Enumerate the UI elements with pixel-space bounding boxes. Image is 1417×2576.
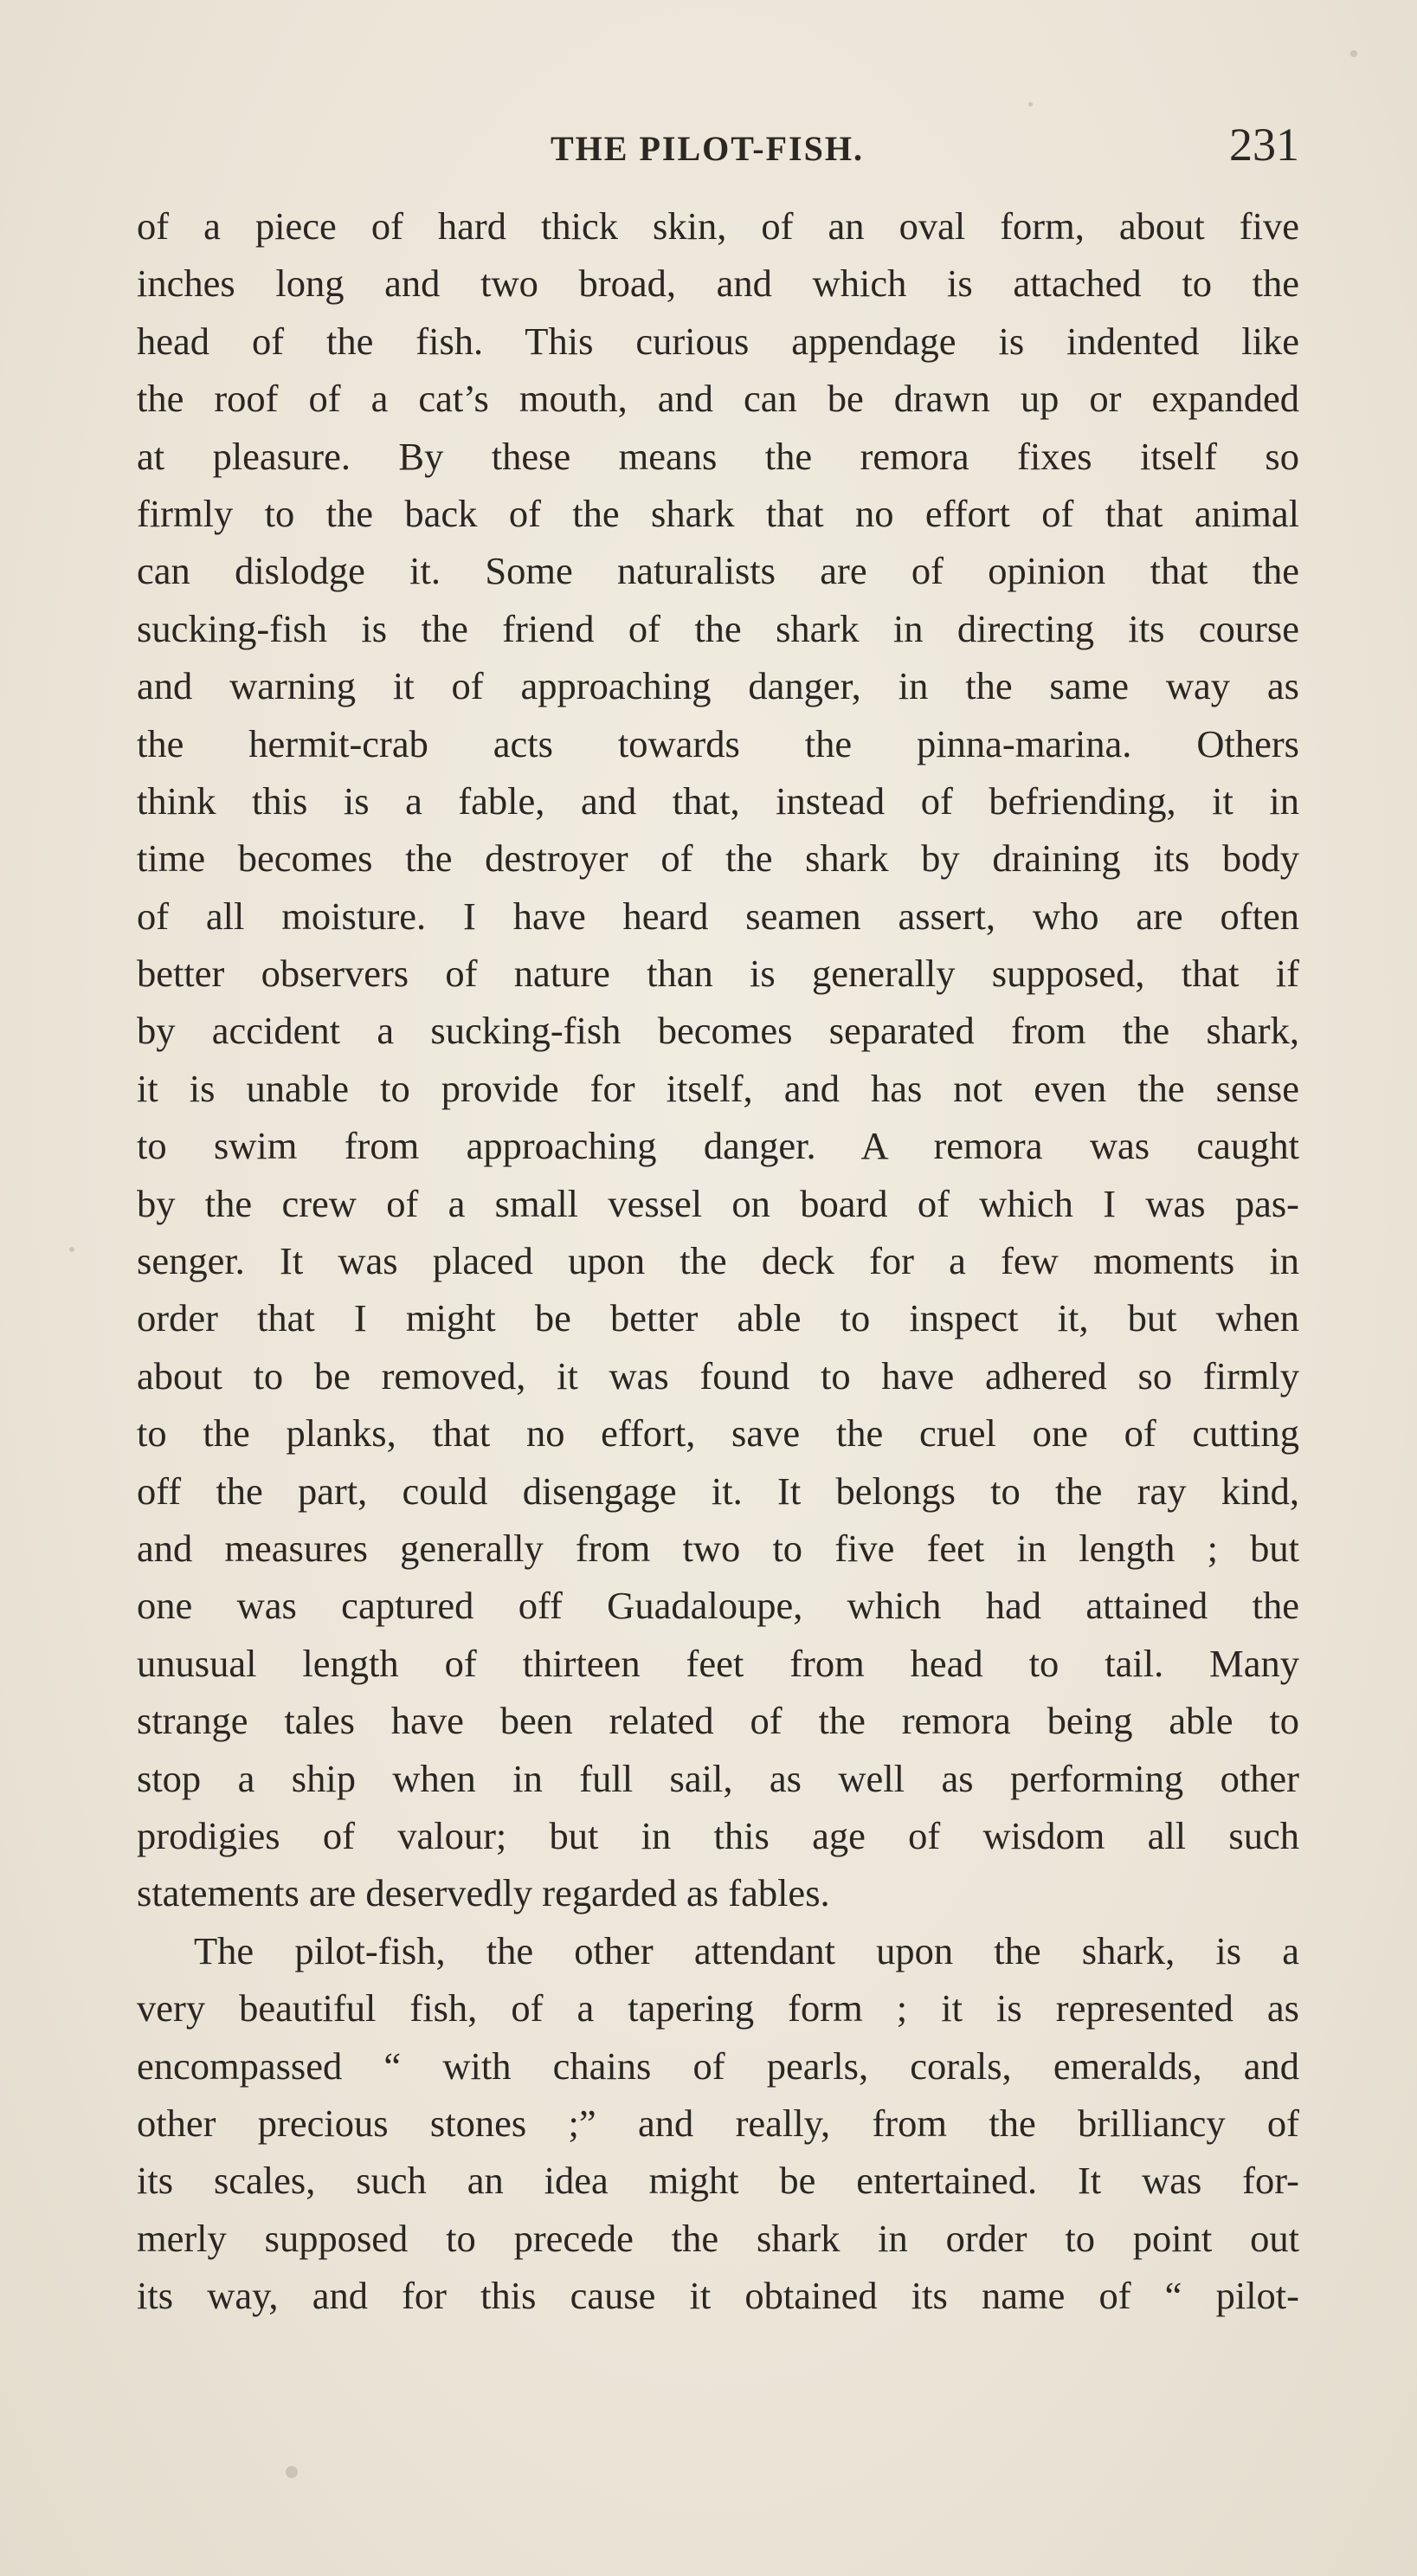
text-line: The pilot-fish, the other attendant upon the shark, is a [194, 1928, 1299, 1972]
text-line: its scales, such an idea might be entertained. It was for- [137, 2159, 1299, 2203]
text-line: strange tales have been related of the remora being able to [137, 1699, 1299, 1743]
text-line: of a piece of hard thick skin, of an oval form, about five [137, 204, 1299, 248]
text-line: about to be removed, it was found to have adhered so firmly [137, 1353, 1299, 1398]
text-line: unusual length of thirteen feet from head to tail. Many [137, 1641, 1299, 1685]
text-line: to swim from approaching danger. A remora was caught [137, 1124, 1299, 1168]
text-line: head of the fish. This curious appendage is indented like [137, 319, 1299, 363]
text-line: by the crew of a small vessel on board of which I was pas- [137, 1181, 1299, 1225]
text-line: one was captured off Guadaloupe, which had attained the [137, 1584, 1299, 1628]
paragraph-2 [137, 1922, 1299, 2325]
text-line: can dislodge it. Some naturalists are of opinion that the [137, 549, 1299, 593]
text-line: the roof of a cat’s mouth, and can be drawn up or expanded [137, 377, 1299, 421]
text-line: prodigies of valour; but in this age of wisdom all such [137, 1813, 1299, 1857]
page-number: 231 [1229, 119, 1299, 171]
body-text [137, 197, 1299, 2324]
text-line: the hermit-crab acts towards the pinna-marina. Others [137, 721, 1299, 765]
text-line: its way, and for this cause it obtained its name of “ pilot- [137, 2274, 1299, 2318]
text-line: inches long and two broad, and which is attached to the [137, 261, 1299, 306]
text-line: firmly to the back of the shark that no effort of that animal [137, 491, 1299, 535]
paper-speck [69, 1247, 74, 1252]
text-line: merly supposed to precede the shark in order to point out [137, 2216, 1299, 2260]
text-line: better observers of nature than is generally supposed, that if [137, 952, 1299, 996]
text-line: sucking-fish is the friend of the shark in directing its course [137, 606, 1299, 650]
paper-speck [1350, 50, 1357, 57]
text-line: off the part, could disengage it. It belongs to the ray kind, [137, 1469, 1299, 1513]
text-line: think this is a fable, and that, instead of befriending, it in [137, 778, 1299, 823]
text-line: order that I might be better able to inspect it, but when [137, 1296, 1299, 1340]
text-line: very beautiful fish, of a tapering form ; it is represented as [137, 1986, 1299, 2030]
paper-speck [1028, 102, 1033, 107]
text-line: stop a ship when in full sail, as well as performing other [137, 1756, 1299, 1800]
text-line: by accident a sucking-fish becomes separated from the shark, [137, 1009, 1299, 1053]
page-header [137, 121, 1299, 182]
text-line: and measures generally from two to five feet in length ; but [137, 1526, 1299, 1570]
text-line: of all moisture. I have heard seamen assert, who are often [137, 894, 1299, 938]
text-line: senger. It was placed upon the deck for a few moments in [137, 1239, 1299, 1283]
text-line: other precious stones ;” and really, from the brilliancy of [137, 2101, 1299, 2145]
text-line: time becomes the destroyer of the shark by draining its body [137, 836, 1299, 881]
text-line: at pleasure. By these means the remora fixes itself so [137, 434, 1299, 478]
text-line: encompassed “ with chains of pearls, corals, emeralds, and [137, 2043, 1299, 2088]
running-title: THE PILOT-FISH. [551, 129, 864, 168]
paper-speck [286, 2466, 298, 2478]
paragraph-1 [137, 197, 1299, 1922]
text-line: statements are deservedly regarded as fables. [137, 1871, 830, 1915]
text-line: to the planks, that no effort, save the cruel one of cutting [137, 1411, 1299, 1456]
text-line: it is unable to provide for itself, and has not even the sense [137, 1066, 1299, 1110]
text-line: and warning it of approaching danger, in the same way as [137, 664, 1299, 708]
